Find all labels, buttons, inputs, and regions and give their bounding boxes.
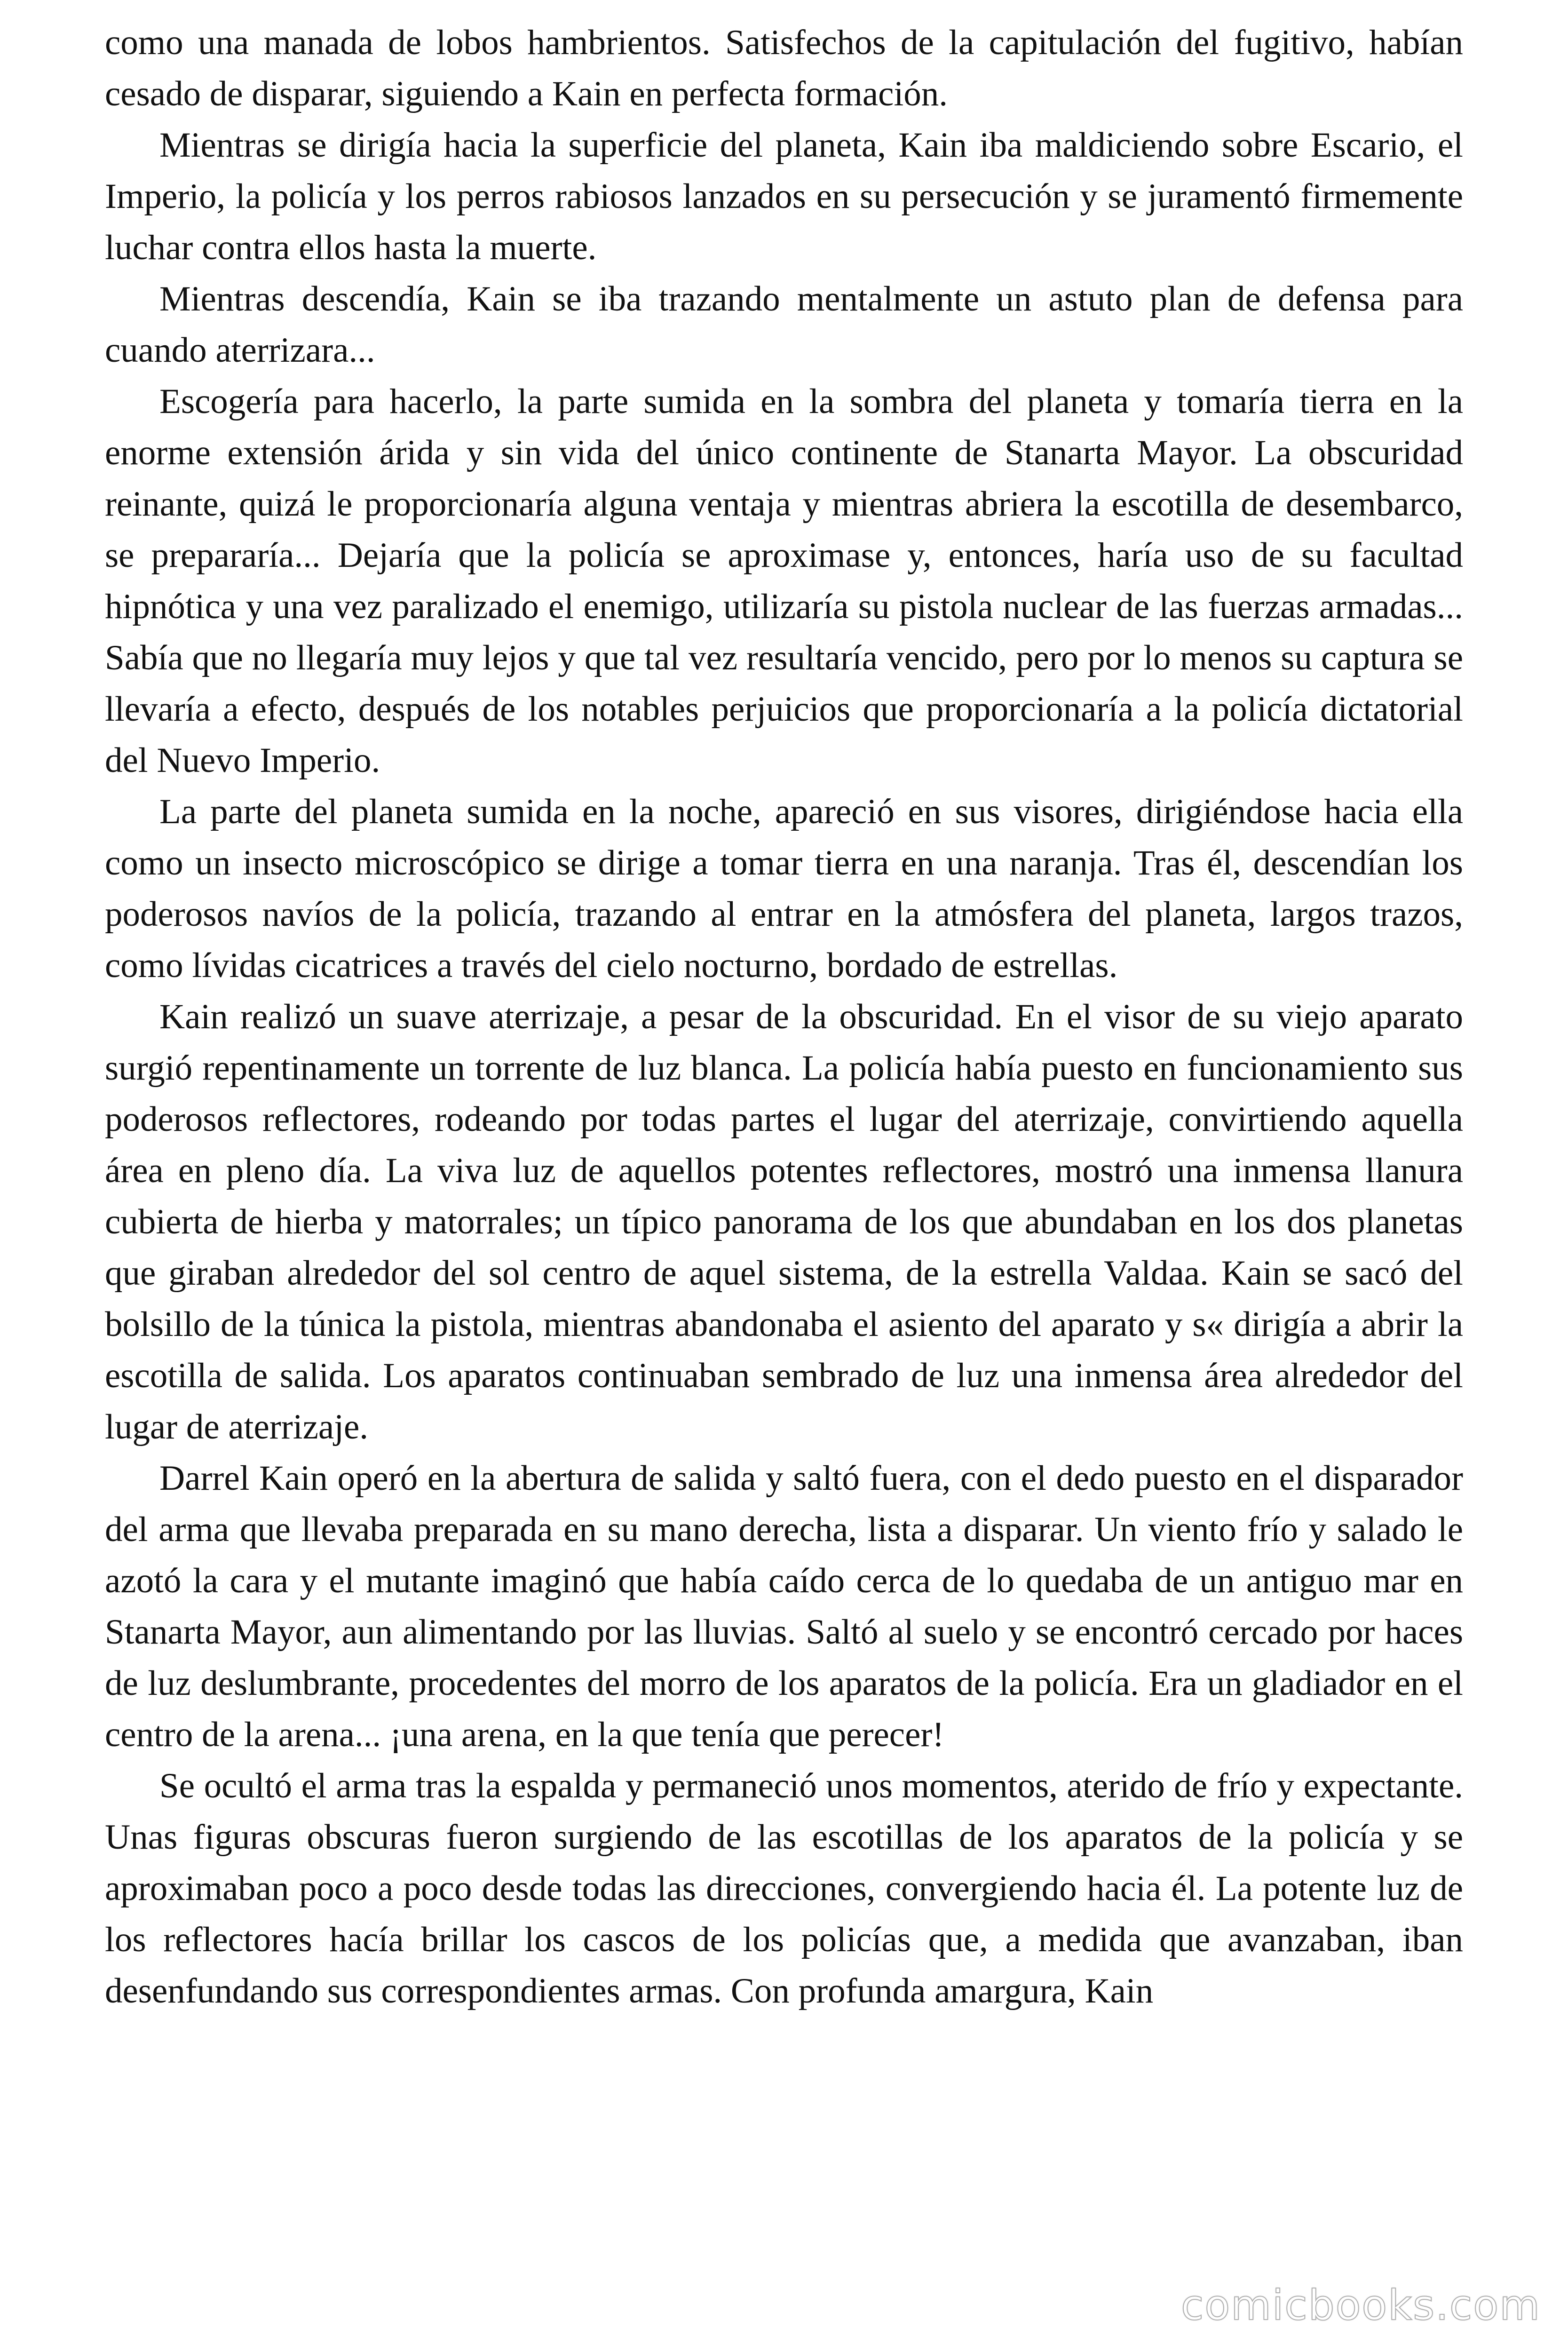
- paragraph-4: Escogería para hacerlo, la parte sumida en la sombra del planeta y tomaría tierra en la enorme extensión árida y sin vida del único continente de Stanarta Mayor. La obscuridad reinante, quizá le proporcionaría alguna ventaja y mientras abriera la escotilla de desembarco, se prepararía... Dejaría que la policía se aproximase y, entonces, haría uso de su facultad hipnótica y una vez paralizado el enemigo, utilizaría su pistola nuclear de las fuerzas armadas... Sabía que no llegaría muy lejos y que tal vez resultaría vencido, pero por lo menos su captura se llevaría a efecto, después de los notables perjuicios que proporcionaría a la policía dictatorial del Nuevo Imperio.: [105, 382, 1463, 780]
- paragraph-1: como una manada de lobos hambrientos. Satisfechos de la capitulación del fugitivo, habían cesado de disparar, siguiendo a Kain en perfecta formación.: [105, 23, 1463, 113]
- watermark: comicbooks.com: [1180, 2281, 1541, 2329]
- paragraph-6: Kain realizó un suave aterrizaje, a pesar de la obscuridad. En el visor de su viejo aparato surgió repentinamente un torrente de luz blanca. La policía había puesto en funcionamiento sus poderosos reflectores, rodeando por todas partes el lugar del aterrizaje, convirtiendo aquella área en pleno día. La viva luz de aquellos potentes reflectores, mostró una inmensa llanura cubierta de hierba y matorrales; un típico panorama de los que abundaban en los dos planetas que giraban alrededor del sol centro de aquel sistema, de la estrella Valdaa. Kain se sacó del bolsillo de la túnica la pistola, mientras abandonaba el asiento del aparato y s« dirigía a abrir la escotilla de salida. Los aparatos continuaban sembrado de luz una inmensa área alrededor del lugar de aterrizaje.: [105, 997, 1463, 1446]
- paragraph-7: Darrel Kain operó en la abertura de salida y saltó fuera, con el dedo puesto en el disparador del arma que llevaba preparada en su mano derecha, lista a disparar. Un viento frío y salado le azotó la cara y el mutante imaginó que había caído cerca de lo quedaba de un antiguo mar en Stanarta Mayor, aun alimentando por las lluvias. Saltó al suelo y se encontró cercado por haces de luz deslumbrante, procedentes del morro de los aparatos de la policía. Era un gladiador en el centro de la arena... ¡una arena, en la que tenía que perecer!: [105, 1459, 1463, 1754]
- paragraph-2: Mientras se dirigía hacia la superficie del planeta, Kain iba maldiciendo sobre Escario, el Imperio, la policía y los perros rabiosos lanzados en su persecución y se juramentó firmemente luchar contra ellos hasta la muerte.: [105, 126, 1463, 267]
- book-page-text: [105, 17, 1463, 2017]
- paragraph-5: La parte del planeta sumida en la noche, apareció en sus visores, dirigiéndose hacia ella como un insecto microscópico se dirige a tomar tierra en una naranja. Tras él, descendían los poderosos navíos de la policía, trazando al entrar en la atmósfera del planeta, largos trazos, como lívidas cicatrices a través del cielo nocturno, bordado de estrellas.: [105, 792, 1463, 985]
- paragraph-8: Se ocultó el arma tras la espalda y permaneció unos momentos, aterido de frío y expectante. Unas figuras obscuras fueron surgiendo de las escotillas de los aparatos de la policía y se aproximaban poco a poco desde todas las direcciones, convergiendo hacia él. La potente luz de los reflectores hacía brillar los cascos de los policías que, a medida que avanzaban, iban desenfundando sus correspondientes armas. Con profunda amargura, Kain: [105, 1766, 1463, 2010]
- paragraph-3: Mientras descendía, Kain se iba trazando mentalmente un astuto plan de defensa para cuando aterrizara...: [105, 279, 1463, 370]
